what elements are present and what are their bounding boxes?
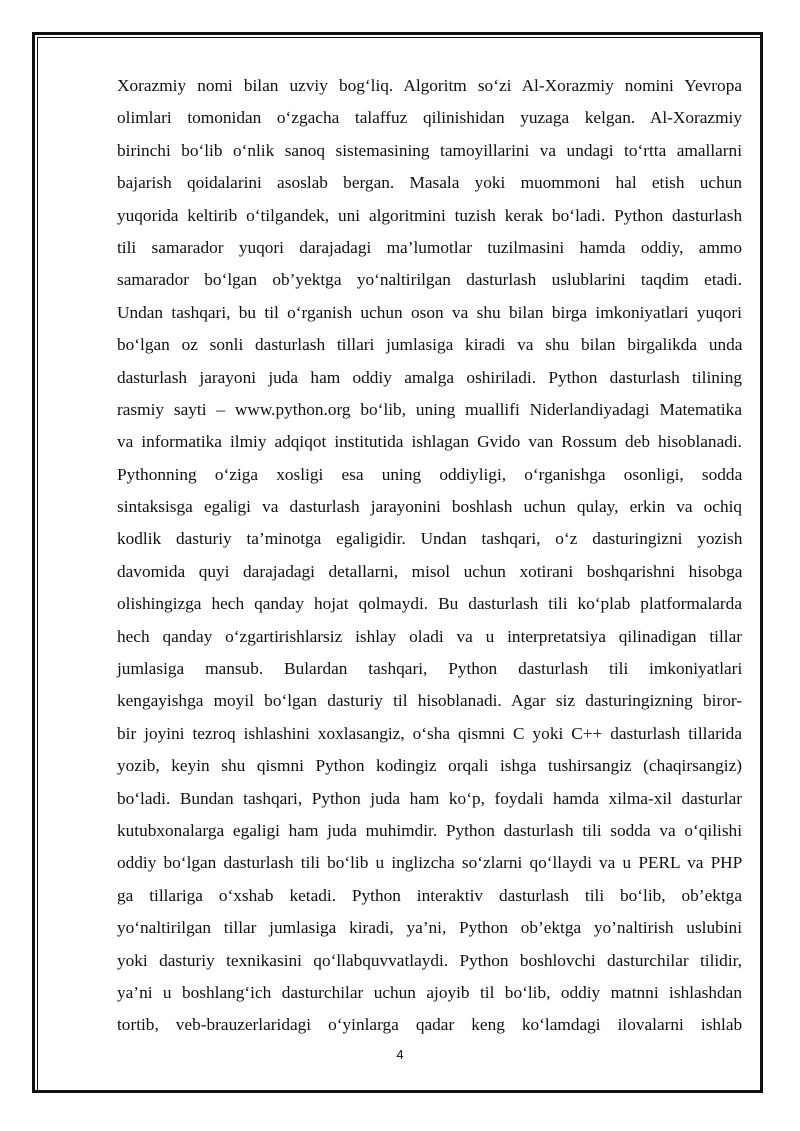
text-line: yoki dasturiy texnikasini qo‘llabquvvatlaydi. Python boshlovchi dasturchilar tilidir, xyxy=(117,950,742,970)
page-number: 4 xyxy=(396,1047,404,1062)
text-line: kutubxonalarga egaligi ham juda muhimdir. Python dasturlash tili sodda va o‘qilishi xyxy=(117,820,742,840)
text-line: bajarish qoidalarini asoslab bergan. Masala yoki muommoni hal etish uchun xyxy=(117,173,742,193)
text-line: olimlari tomonidan o‘zgacha talaffuz qilinishidan yuzaga kelgan. Al-Xorazmiy xyxy=(117,108,742,128)
text-line: jumlasiga mansub. Bulardan tashqari, Python dasturlash tili imkoniyatlari xyxy=(117,659,743,679)
text-line: bir joyini tezroq ishlashini xoxlasangiz, o‘sha qismni C yoki C++ dasturlash tillarida xyxy=(117,723,742,743)
text-line: ya’ni u boshlang‘ich dasturchilar uchun ajoyib til bo‘lib, oddiy matnni ishlashdan xyxy=(117,982,742,1002)
text-line: samarador bo‘lgan ob’yektga yo‘naltirilgan dasturlash uslublarini taqdim etadi. xyxy=(117,270,743,290)
text-line: va informatika ilmiy adqiqot institutida ishlagan Gvido van Rossum deb hisoblanadi. xyxy=(117,432,742,452)
text-line: bo‘ladi. Bundan tashqari, Python juda ham ko‘p, foydali hamda xilma-xil dasturlar xyxy=(117,788,742,808)
text-line: kodlik dasturiy ta’minotga egaligidir. Undan tashqari, o‘z dasturingizni yozish xyxy=(117,529,743,549)
text-line: tili samarador yuqori darajadagi ma’lumotlar tuzilmasini hamda oddiy, ammo xyxy=(117,237,742,257)
text-line: hech qanday o‘zgartirishlarsiz ishlay oladi va u interpretatsiya qilinadigan tillar xyxy=(117,626,742,646)
text-line: oddiy bo‘lgan dasturlash tili bo‘lib u inglizcha so‘zlarni qo‘llaydi va u PERL va PHP xyxy=(117,853,743,873)
text-line: yozib, keyin shu qismni Python kodingiz orqali ishga tushirsangiz (chaqirsangiz) xyxy=(117,756,742,776)
text-line: ga tillariga o‘xshab ketadi. Python interaktiv dasturlash tili bo‘lib, ob’ektga xyxy=(117,885,742,905)
text-line: bo‘lgan oz sonli dasturlash tillari jumlasiga kiradi va shu bilan birgalikda unda xyxy=(117,335,743,355)
text-line: Undan tashqari, bu til o‘rganish uchun oson va shu bilan birga imkoniyatlari yuqori xyxy=(117,302,742,322)
text-line: olishingizga hech qanday hojat qolmaydi. Bu dasturlash tili ko‘plab platformalarda xyxy=(117,594,742,614)
text-line: Xorazmiy nomi bilan uzviy bog‘liq. Algoritm so‘zi Al-Xorazmiy nomini Yevropa xyxy=(117,76,742,95)
text-line: Pythonning o‘ziga xosligi esa uning oddiyligi, o‘rganishga osonligi, sodda xyxy=(117,464,743,484)
text-line: davomida quyi darajadagi detallarni, misol uchun xotirani boshqarishni hisobga xyxy=(117,561,743,581)
text-line: sintaksisga egaligi va dasturlash jarayonini boshlash uchun qulay, erkin va ochiq xyxy=(117,497,743,517)
text-line: kengayishga moyil bo‘lgan dasturiy til hisoblanadi. Agar siz dasturingizning biror- xyxy=(117,691,742,711)
text-line: yuqorida keltirib o‘tilgandek, uni algoritmini tuzish kerak bo‘ladi. Python dasturlash xyxy=(117,205,743,225)
text-line: dasturlash jarayoni juda ham oddiy amalga oshiriladi. Python dasturlash tilining xyxy=(117,367,742,387)
text-line: tortib, veb-brauzerlaridagi o‘yinlarga qadar keng ko‘lamdagi ilovalarni ishlab xyxy=(117,1015,743,1035)
text-line: yo‘naltirilgan tillar jumlasiga kiradi, ya’ni, Python ob’ektga yo’naltirish uslubini xyxy=(117,918,742,938)
text-line: rasmiy sayti – www.python.org bo‘lib, uning muallifi Niderlandiyadagi Matematika xyxy=(117,399,742,419)
text-line: birinchi bo‘lib o‘nlik sanoq sistemasining tamoyillarini va undagi to‘rtta amallarni xyxy=(117,140,742,160)
body-text xyxy=(117,70,742,1042)
